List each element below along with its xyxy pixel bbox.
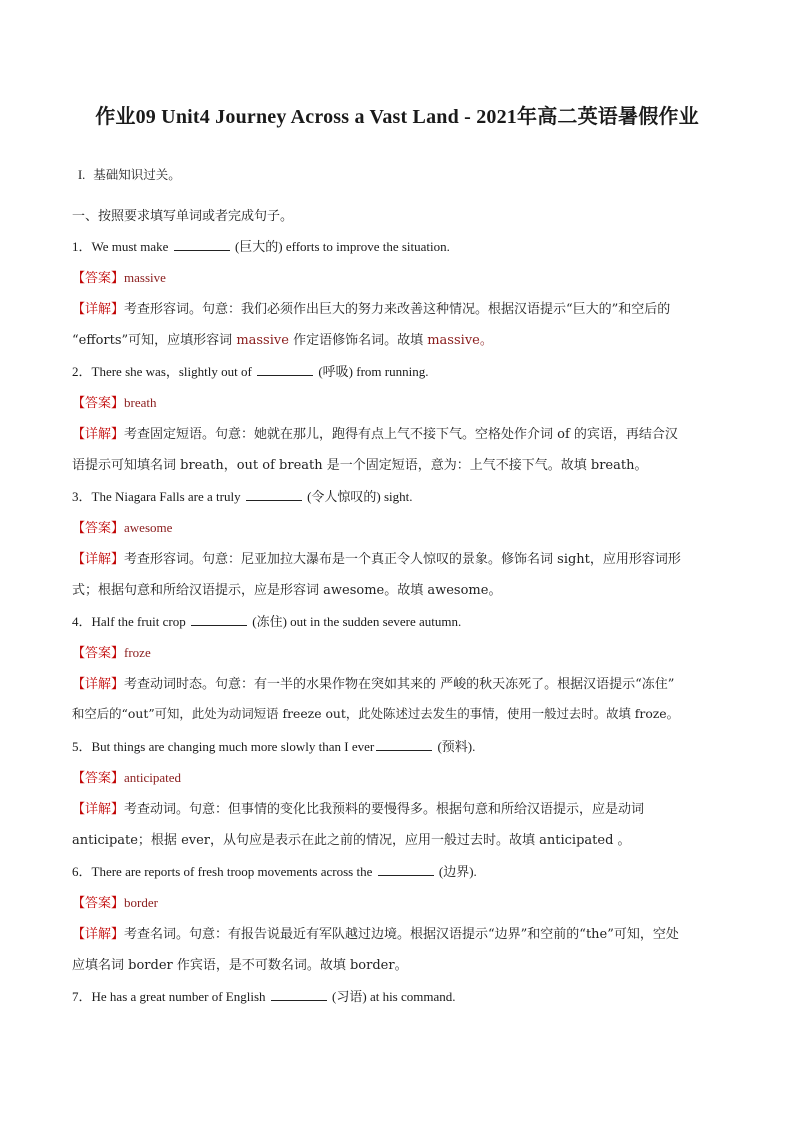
question-number: 6． [72, 864, 92, 879]
answer-2 [72, 392, 722, 411]
question-7 [72, 986, 722, 1005]
section-heading [78, 165, 181, 183]
question-text: (冻住) out in the sudden severe autumn. [252, 614, 462, 629]
question-3 [72, 486, 722, 505]
detail-text: “efforts”可知，应填形容词 [72, 333, 233, 348]
question-1 [72, 236, 722, 255]
page-title: 作业09 Unit4 Journey Across a Vast Land - 2021年高二英语暑假作业 [95, 106, 699, 128]
detail-3-line-2: 式；根据句意和所给汉语提示，应是形容词 awesome。故填 awesome。 [72, 583, 502, 598]
answer-1 [72, 267, 722, 286]
answer-5 [72, 767, 722, 786]
detail-text: 考查动词。句意：但事情的变化比我预料的要慢得多。根据句意和所给汉语提示，应是动词 [124, 802, 645, 817]
detail-tag: 【详解】 [72, 552, 125, 567]
question-number: 2． [72, 364, 92, 379]
detail-text: 考查动词时态。句意：有一半的水果作物在突如其来的 严峻的秋天冻死了。根据汉语提示“冻住” [124, 677, 675, 692]
detail-1-line-2 [72, 329, 722, 348]
answer-tag: 【答案】 [72, 271, 125, 286]
answer-blank [174, 239, 230, 251]
detail-text: 考查固定短语。句意：她就在那儿，跑得有点上气不接下气。空格处作介词 of 的宾语，再结合汉 [124, 427, 678, 442]
answer-value: breath [124, 395, 157, 410]
question-text: (令人惊叹的) sight. [307, 489, 413, 504]
question-text: (巨大的) efforts to improve the situation. [234, 239, 450, 254]
answer-value: border [124, 895, 158, 910]
question-text: He has a great number of English [91, 989, 266, 1004]
answer-tag: 【答案】 [72, 396, 125, 411]
detail-highlight: massive。 [427, 333, 493, 348]
question-number: 1． [72, 239, 92, 254]
answer-blank [271, 989, 327, 1001]
question-text: There she was，slightly out of [91, 364, 252, 379]
detail-tag: 【详解】 [72, 802, 125, 817]
detail-text: 作定语修饰名词。故填 [293, 333, 424, 348]
answer-value: froze [124, 645, 151, 660]
question-text: (习语) at his command. [332, 989, 456, 1004]
question-text: Half the fruit crop [91, 614, 186, 629]
part-instruction: 一、按照要求填写单词或者完成句子。 [72, 209, 294, 224]
detail-text: 考查形容词。句意：尼亚加拉大瀑布是一个真正令人惊叹的景象。修饰名词 sight，应用形容词形 [124, 552, 681, 567]
question-text: There are reports of fresh troop movements across the [91, 864, 373, 879]
section-roman: I. [78, 168, 86, 182]
detail-3-line-1 [72, 548, 722, 567]
detail-4-line-1 [72, 673, 722, 692]
detail-6-line-1 [72, 923, 722, 942]
question-2 [72, 361, 722, 380]
answer-value: awesome [124, 520, 173, 535]
detail-1-line-1 [72, 298, 722, 317]
detail-6-line-2: 应填名词 border 作宾语，是不可数名词。故填 border。 [72, 958, 408, 973]
question-4 [72, 611, 722, 630]
detail-2-line-2: 语提示可知填名词 breath，out of breath 是一个固定短语，意为：上气不接下气。故填 breath。 [72, 458, 648, 473]
detail-5-line-1 [72, 798, 722, 817]
answer-blank [376, 739, 432, 751]
answer-tag: 【答案】 [72, 646, 125, 661]
section-label: 基础知识过关。 [93, 167, 181, 182]
detail-tag: 【详解】 [72, 302, 125, 317]
answer-tag: 【答案】 [72, 521, 125, 536]
answer-tag: 【答案】 [72, 771, 125, 786]
question-5 [72, 736, 722, 755]
detail-tag: 【详解】 [72, 427, 125, 442]
answer-value: massive [124, 270, 166, 285]
question-number: 4． [72, 614, 92, 629]
detail-text: 考查名词。句意：有报告说最近有军队越过边境。根据汉语提示“边界”和空前的“the”可知，空处 [124, 927, 679, 942]
answer-tag: 【答案】 [72, 896, 125, 911]
answer-blank [246, 489, 302, 501]
answer-3 [72, 517, 722, 536]
detail-2-line-1 [72, 423, 722, 442]
answer-value: anticipated [124, 770, 182, 785]
answer-blank [191, 614, 247, 626]
question-text: But things are changing much more slowly than I ever [91, 739, 375, 754]
answer-blank [257, 364, 313, 376]
detail-highlight: massive [236, 333, 289, 348]
detail-text: 考查形容词。句意：我们必须作出巨大的努力来改善这种情况。根据汉语提示“巨大的”和空后的 [124, 302, 671, 317]
question-text: (呼吸) from running. [318, 364, 429, 379]
question-number: 7． [72, 989, 92, 1004]
question-text: (边界). [438, 864, 477, 879]
detail-4-line-2: 和空后的“out”可知，此处为动词短语 freeze out，此处陈述过去发生的事情，使用一般过去时。故填 froze。 [72, 706, 680, 721]
answer-6 [72, 892, 722, 911]
question-text: We must make [91, 239, 169, 254]
detail-tag: 【详解】 [72, 677, 125, 692]
question-6 [72, 861, 722, 880]
question-number: 5． [72, 739, 92, 754]
answer-blank [378, 864, 434, 876]
question-text: (预料). [437, 739, 476, 754]
detail-tag: 【详解】 [72, 927, 125, 942]
detail-5-line-2: anticipate；根据 ever，从句应是表示在此之前的情况，应用一般过去时。故填 anticipated 。 [72, 833, 631, 848]
answer-4 [72, 642, 722, 661]
question-text: The Niagara Falls are a truly [91, 489, 241, 504]
question-number: 3． [72, 489, 92, 504]
